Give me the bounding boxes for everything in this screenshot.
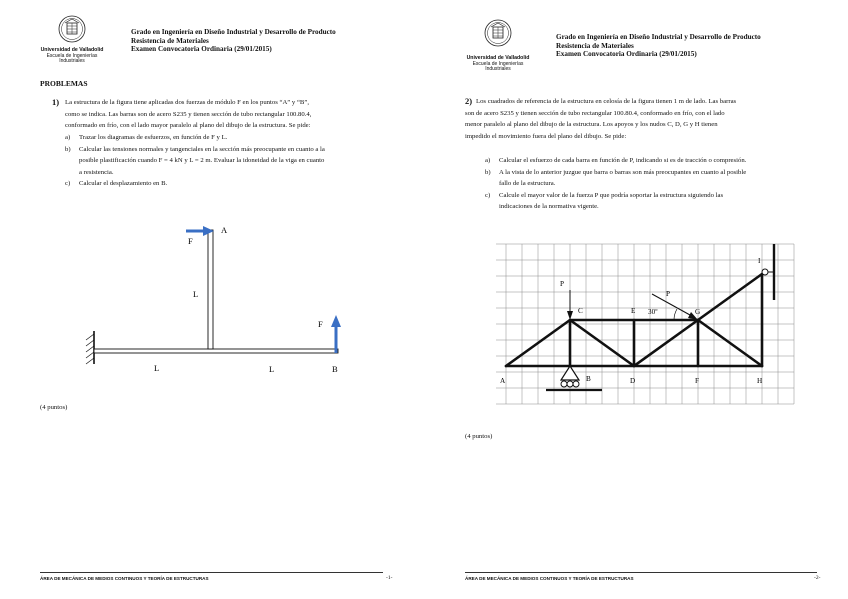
footer-text: ÁREA DE MECÁNICA DE MEDIOS CONTINUOS Y TEORÍA DE ESTRUCTURAS: [465, 576, 634, 581]
page-number: -2-: [814, 575, 821, 581]
intro-line: menor paralelo al plano del dibujo de la estructura. Los apoyos y los nudos C, D, G y H tienen: [465, 121, 718, 129]
reference-grid: [496, 244, 794, 404]
item-line: a resistencia.: [79, 168, 114, 176]
header-degree: Grado en Ingeniería en Diseño Industrial y Desarrollo de Producto: [556, 33, 761, 41]
intro-line: son de acero S235 y tienen sección de tubo rectangular 100.80.4, conformado en frío, con el lado: [465, 109, 725, 117]
label-F-A: F: [188, 236, 193, 246]
intro-line: como se indica. Las barras son de acero S235 y tienen sección de tubo rectangular 100.80.4,: [65, 110, 312, 118]
load-label-P-inclined: P: [666, 290, 670, 298]
item-letter: a): [485, 157, 491, 164]
header-subject: Resistencia de Materiales: [131, 36, 209, 45]
item-letter: b): [485, 168, 491, 176]
load-arrow-inclined: [652, 294, 701, 320]
vertical-bar: [208, 230, 213, 349]
force-arrow-B: [331, 315, 341, 353]
label-L-right: L: [269, 364, 275, 374]
footer-rule: [40, 572, 383, 573]
node-label-I: I: [758, 257, 761, 265]
item-letter: b): [65, 145, 71, 153]
intro-line: conformado en frío, con el lado mayor paralelo al plano del dibujo de la estructura. Se pide:: [65, 122, 311, 130]
problem-1-number: 1): [52, 97, 60, 107]
intro-line: La estructura de la figura tiene aplicadas dos fuerzas de módulo F en los puntos “A” y “B”,: [65, 99, 310, 106]
label-L-vertical: L: [193, 289, 199, 299]
fixed-wall-icon: [762, 244, 774, 300]
item-line: posible plastificación cuando F = 4 kN y L = 2 m. Evaluar la idoneidad de la viga en cuanto: [79, 157, 325, 165]
logo-school-line2: Industriales: [59, 58, 85, 65]
item-line: Calcular el esfuerzo de cada barra en función de P, indicando si es de tracción o compresión.: [499, 157, 747, 164]
section-title: PROBLEMAS: [40, 79, 88, 88]
label-F-B: F: [318, 319, 323, 329]
label-L-left: L: [154, 363, 160, 373]
label-B: B: [332, 364, 338, 374]
header-exam: Examen Convocatoria Ordinaria (29/01/2015): [131, 45, 272, 54]
pin-support-icon: [546, 366, 602, 390]
node-label-F: F: [695, 377, 699, 385]
header-degree: Grado en Ingeniería en Diseño Industrial y Desarrollo de Producto: [131, 28, 336, 36]
footer-text: ÁREA DE MECÁNICA DE MEDIOS CONTINUOS Y TEORÍA DE ESTRUCTURAS: [40, 576, 209, 581]
intro-line: impedido el movimiento fuera del plano del dibujo. Se pide:: [465, 132, 627, 140]
item-letter: c): [65, 180, 71, 188]
header-subject: Resistencia de Materiales: [556, 41, 634, 50]
item-line: Calcular las tensiones normales y tangenciales en la sección más preocupante en cuanto a la: [79, 145, 325, 153]
node-label-B: B: [586, 375, 591, 383]
page-number: -1-: [386, 575, 393, 581]
logo-school-line1: Escuela de Ingenierías: [472, 61, 524, 67]
fixed-wall-icon: [86, 331, 94, 364]
points-1: (4 puntos): [40, 404, 68, 411]
item-line: Calcule el mayor valor de la fuerza P que podría soportar la estructura siguiendo las: [499, 191, 724, 199]
logo-name: Universidad de Valladolid: [40, 47, 104, 53]
truss-figure: [424, 0, 848, 599]
node-label-G: G: [695, 308, 701, 316]
label-A: A: [221, 225, 228, 235]
angle-label: 30º: [648, 308, 658, 316]
item-line: A la vista de lo anterior juzgue que barra o barras son más preocupantes en cuanto al posible: [499, 168, 747, 176]
item-letter: a): [65, 134, 71, 141]
load-arrow-vertical: [567, 290, 573, 320]
intro-line: Los cuadrados de referencia de la estructura en celosía de la figura tienen 1 m de lado. Las barras: [476, 98, 737, 105]
logo-school-line1: Escuela de Ingenierías: [46, 53, 98, 59]
load-label-P-vertical: P: [560, 280, 564, 288]
item-line: Trazar los diagramas de esfuerzos, en función de F y L.: [79, 134, 228, 141]
item-letter: c): [485, 191, 491, 199]
item-line: indicaciones de la normativa vigente.: [499, 203, 599, 211]
page-2: [424, 0, 848, 599]
logo-school-line2: Industriales: [485, 66, 511, 73]
node-label-H: H: [757, 377, 763, 385]
item-line: Calcular el desplazamiento en B.: [79, 180, 168, 188]
item-line: fallo de la estructura.: [499, 180, 556, 188]
problem-2-number: 2): [465, 96, 473, 106]
node-label-C: C: [578, 307, 583, 315]
header-exam: Examen Convocatoria Ordinaria (29/01/2015): [556, 50, 697, 59]
node-label-D: D: [630, 377, 636, 385]
node-label-A: A: [500, 377, 506, 385]
node-label-E: E: [631, 307, 636, 315]
logo-name: Universidad de Valladolid: [466, 55, 530, 61]
horizontal-beam: [94, 349, 338, 353]
points-2: (4 puntos): [465, 433, 493, 440]
footer-rule: [465, 572, 817, 573]
